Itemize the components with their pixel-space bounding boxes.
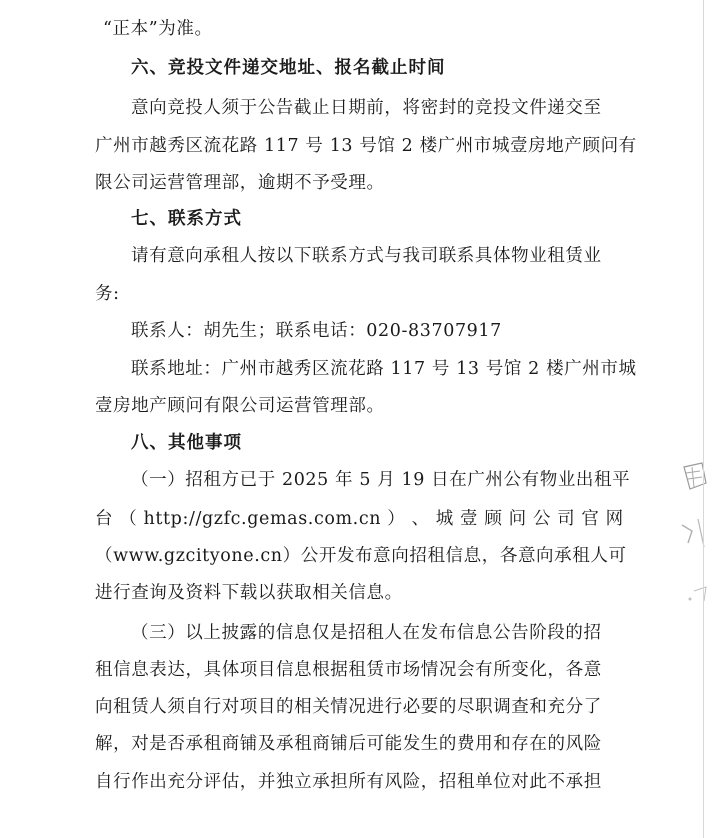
text-line-11: 壹房地产顾问有限公司运营管理部。 — [95, 396, 385, 416]
text-line-7: 请有意向承租人按以下联系方式与我司联系具体物业租赁业 — [131, 246, 602, 266]
text-line-18: 租信息表达，具体项目信息根据租赁市场情况会有所变化，各意 — [95, 660, 602, 680]
seal-stamp-fragment — [676, 455, 710, 615]
contact-person-line: 联系人：胡先生；联系电话：020-83707917 — [131, 321, 502, 341]
text-line-21: 自行作出充分评估，并独立承担所有风险，招租单位对此不承担 — [95, 772, 602, 792]
section-heading-8: 八、其他事项 — [131, 433, 242, 453]
text-line-17: （三）以上披露的信息仅是招租人在发布信息公告阶段的招 — [131, 623, 602, 643]
page-edge-divider — [703, 0, 704, 838]
text-line-15: （www.gzcityone.cn）公开发布意向招租信息，各意向承租人可 — [95, 546, 627, 566]
text-line-1: “正本”为准。 — [103, 19, 213, 39]
text-line-8: 务: — [95, 284, 120, 304]
section-heading-6: 六、竞投文件递交地址、报名截止时间 — [131, 58, 446, 78]
contact-address-line: 联系地址：广州市越秀区流花路 117 号 13 号馆 2 楼广州市城 — [131, 359, 637, 379]
text-line-5: 限公司运营管理部，逾期不予受理。 — [95, 173, 385, 193]
url-line: 台 （ http://gzfc.gemas.com.cn ） 、 城 壹 顾 问 公 司 官 网 — [95, 509, 624, 529]
section-heading-7: 七、联系方式 — [131, 209, 242, 229]
text-line-19: 向租赁人须自行对项目的相关情况进行必要的尽职调查和充分了 — [95, 697, 602, 717]
text-line-20: 解，对是否承租商铺及承租商铺后可能发生的费用和存在的风险 — [95, 734, 602, 754]
text-line-16: 进行查询及资料下载以获取相关信息。 — [95, 583, 403, 603]
text-line-4: 广州市越秀区流花路 117 号 13 号馆 2 楼广州市城壹房地产顾问有 — [95, 136, 637, 156]
text-line-3: 意向竞投人须于公告截止日期前，将密封的竞投文件递交至 — [131, 98, 602, 118]
text-line-13: （一）招租方已于 2025 年 5 月 19 日在广州公有物业出租平 — [131, 470, 631, 490]
